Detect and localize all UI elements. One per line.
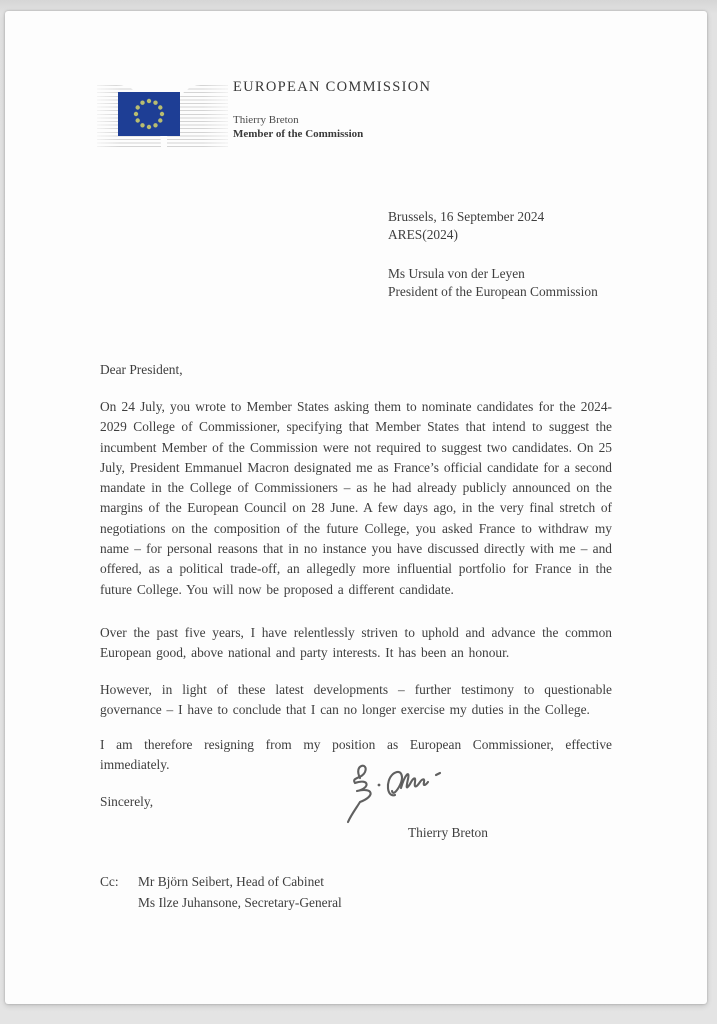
reference-number: ARES(2024) [388, 226, 458, 242]
closing: Sincerely, [100, 794, 154, 809]
body-paragraph: Over the past five years, I have relentlessly striven to uphold and advance the common European good, above national and party interests. It has been an honour. [100, 625, 612, 661]
letter-page [5, 11, 707, 1004]
body-paragraph: I am therefore resigning from my position as European Commissioner, effective immediately. [100, 737, 612, 773]
recipient-name: Ms Ursula von der Leyen [388, 266, 525, 281]
letterhead [100, 77, 612, 177]
recipient-block [388, 265, 598, 300]
cc-recipient: Mr Björn Seibert, Head of Cabinet [138, 874, 324, 889]
place-date: Brussels, 16 September 2024 [388, 209, 545, 224]
letterhead-role: Member of the Commission [233, 128, 364, 141]
body-paragraph: However, in light of these latest developments – further testimony to questionable governance – I have to conclude that I can no longer exercise my duties in the College. [100, 682, 612, 718]
letterhead-name: Thierry Breton [233, 114, 299, 127]
recipient-title: President of the European Commission [388, 283, 598, 299]
letterhead-org: EUROPEAN COMMISSION [233, 79, 432, 95]
letter-content [100, 11, 612, 1004]
body-paragraph: On 24 July, you wrote to Member States asking them to nominate candidates for the 2024-2029 College of Commissioner, specifying that Member States that intend to suggest the incumbent Member of the Commission were not required to suggest two candidates. On 25 July, President Emmanuel Macron designated me as France’s official candidate for a second mandate in the College of Commissioners – as he had already publicly announced on the margins of the European Council on 28 June. A few days ago, in the very final stretch of negotiations on the composition of the future College, you asked France to withdraw my name – for personal reasons that in no instance you have discussed directly with me – and offered, as a political trade-off, an allegedly more influential portfolio for France in the future College. You will now be proposed a different candidate. [100, 399, 612, 597]
signature-name: Thierry Breton [408, 825, 488, 840]
letterhead-text [233, 77, 431, 141]
eu-flag-icon [118, 92, 180, 136]
cc-recipient: Ms Ilze Juhansone, Secretary-General [138, 894, 342, 910]
salutation: Dear President, [100, 362, 183, 377]
cc-label: Cc: [100, 874, 119, 889]
date-block [388, 208, 544, 243]
signature-scrawl-icon [338, 761, 470, 827]
european-commission-logo-icon [97, 85, 228, 149]
cc-block [100, 872, 342, 914]
